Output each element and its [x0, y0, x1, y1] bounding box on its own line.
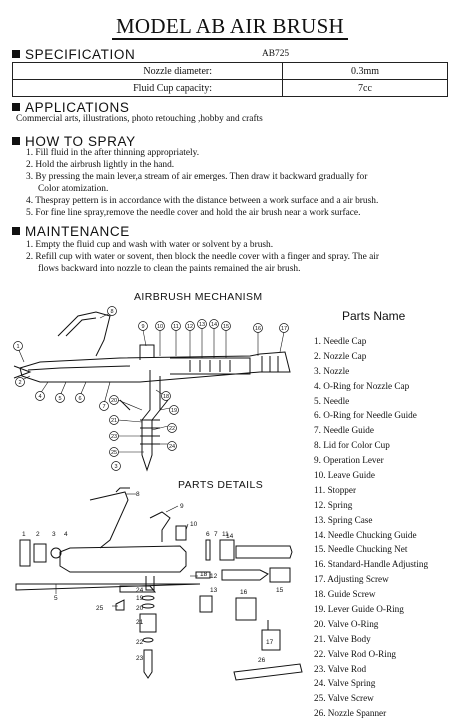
parts-callout: 13: [210, 587, 218, 594]
parts-callout: 7: [214, 531, 218, 538]
parts-callout: 15: [276, 587, 284, 594]
spray-step: 2. Hold the airbrush lightly in the hand.: [26, 160, 175, 170]
mechanism-callout: 13: [198, 322, 206, 328]
part-item: 24. Valve Spring: [314, 678, 376, 689]
parts-callout: 18: [200, 571, 208, 578]
part-item: 25. Valve Screw: [314, 693, 374, 704]
maintenance-heading: MAINTENANCE: [12, 224, 130, 239]
mechanism-callout: 8: [110, 309, 114, 315]
parts-callout: 14: [226, 533, 234, 540]
parts-callout: 21: [136, 619, 144, 626]
part-item: 1. Needle Cap: [314, 336, 367, 346]
parts-callout: 5: [54, 595, 58, 602]
parts-callout: 19: [136, 595, 144, 602]
mechanism-callout: 1: [16, 344, 20, 350]
parts-callout: 2: [36, 531, 40, 538]
spray-step: 5. For fine line spray,remove the needle cover and hold the air brush near a work surface.: [26, 208, 361, 218]
parts-details-heading: PARTS DETAILS: [178, 479, 264, 491]
how-to-spray-heading: HOW TO SPRAY: [12, 134, 136, 149]
mechanism-callout: 14: [210, 322, 218, 328]
part-item: 8. Lid for Color Cup: [314, 440, 390, 451]
parts-exploded-drawing: [16, 488, 302, 680]
mechanism-callout: 9: [141, 324, 145, 330]
part-item: 26. Nozzle Spanner: [314, 708, 387, 719]
parts-callout: 16: [240, 589, 248, 596]
part-item: 15. Needle Chucking Net: [314, 544, 408, 555]
parts-name-heading: Parts Name: [342, 309, 406, 323]
mechanism-callout: 7: [102, 404, 106, 410]
part-item: 6. O-Ring for Needle Guide: [314, 410, 417, 421]
part-item: 20. Valve O-Ring: [314, 618, 379, 629]
mechanism-callout: 3: [114, 464, 118, 470]
part-item: 4. O-Ring for Nozzle Cap: [314, 380, 410, 391]
mechanism-callout: 16: [254, 326, 262, 332]
specification-heading: SPECIFICATION: [12, 47, 135, 62]
part-item: 14. Needle Chucking Guide: [314, 529, 417, 540]
parts-callout: 3: [52, 531, 56, 538]
maintenance-step: 2. Refill cup with water or sovent, then block the needle cover with a finger and spray. The air: [26, 252, 380, 262]
mechanism-callout: 22: [168, 426, 176, 432]
mechanism-callout: 6: [78, 396, 82, 402]
mechanism-callout: 24: [168, 444, 176, 450]
mechanism-callout: 25: [110, 450, 118, 456]
part-item: 12. Spring: [314, 499, 353, 510]
spec-label: Fluid Cup capacity:: [13, 80, 283, 97]
mechanism-callout: 19: [170, 408, 178, 414]
mechanism-callout: 15: [222, 324, 230, 330]
spray-step: 4. Thespray pettern is in accordance with the distance between a work surface and a air brush.: [26, 196, 379, 206]
parts-callout: 12: [210, 573, 218, 580]
part-item: 17. Adjusting Screw: [314, 574, 389, 585]
parts-callout: 17: [266, 639, 274, 646]
parts-callout: 24: [136, 587, 144, 594]
part-item: 23. Valve Rod: [314, 663, 367, 674]
parts-callout: 6: [206, 531, 210, 538]
mechanism-callout: 4: [38, 394, 42, 400]
part-item: 19. Lever Guide O-Ring: [314, 604, 404, 615]
mechanism-callout: 12: [186, 324, 194, 330]
part-item: 21. Valve Body: [314, 633, 371, 644]
spec-value: 7cc: [283, 80, 448, 97]
part-item: 5. Needle: [314, 395, 350, 406]
document-title: MODEL AB AIR BRUSH: [0, 14, 460, 39]
part-item: 3. Nozzle: [314, 365, 350, 376]
parts-callout: 8: [136, 491, 140, 498]
mechanism-callout: 5: [58, 396, 62, 402]
parts-callout: 22: [136, 639, 144, 646]
parts-callout: 10: [190, 521, 198, 528]
spray-step: Color atomization.: [38, 184, 109, 194]
part-item: 10. Leave Guide: [314, 470, 375, 481]
part-item: 7. Needle Guide: [314, 425, 374, 436]
mechanism-callout: 20: [110, 398, 118, 404]
parts-callout: 11: [222, 531, 229, 538]
part-item: 2. Nozzle Cap: [314, 350, 367, 361]
parts-callout: 26: [258, 657, 266, 664]
part-item: 18. Guide Screw: [314, 589, 376, 600]
part-item: 22. Valve Rod O-Ring: [314, 648, 397, 659]
spray-step: 3. By pressing the main lever,a stream of air emerges. Then draw it backward gradually for: [26, 172, 368, 182]
mechanism-heading: AIRBRUSH MECHANISM: [134, 291, 263, 303]
mechanism-callout: 10: [156, 324, 164, 330]
parts-callout: 4: [64, 531, 68, 538]
maintenance-step: flows backward into nozzle to clean the paints remained the air brush.: [38, 264, 301, 274]
part-item: 11. Stopper: [314, 484, 357, 495]
parts-callout: 23: [136, 655, 144, 662]
part-item: 9. Operation Lever: [314, 455, 384, 466]
parts-callout: 9: [180, 503, 184, 510]
parts-name-list: [314, 334, 428, 721]
spray-step: 1. Fill fluid in the after thinning appropriately.: [26, 148, 200, 158]
part-item: 13. Spring Case: [314, 514, 373, 525]
part-item: 16. Standard-Handle Adjusting: [314, 559, 429, 570]
parts-callout: 25: [96, 605, 104, 612]
mechanism-callout: 18: [162, 394, 170, 400]
parts-callout: 20: [136, 605, 144, 612]
model-number: AB725: [262, 49, 290, 59]
mechanism-callout: 23: [110, 434, 118, 440]
parts-leader-lines: [56, 494, 198, 606]
applications-text: Commercial arts, illustrations, photo retouching ,hobby and crafts: [16, 114, 263, 124]
spec-label: Nozzle diameter:: [13, 63, 283, 80]
airbrush-mechanism-drawing: [14, 312, 290, 470]
maintenance-step: 1. Empty the fluid cup and wash with water or solvent by a brush.: [26, 240, 274, 250]
mechanism-callout: 11: [173, 324, 179, 330]
mechanism-callout: 2: [18, 380, 22, 386]
parts-callout: 1: [22, 531, 26, 538]
mechanism-callout: 17: [280, 326, 288, 332]
mechanism-callout: 21: [110, 418, 118, 424]
spec-value: 0.3mm: [283, 63, 448, 80]
applications-heading: APPLICATIONS: [12, 100, 129, 115]
